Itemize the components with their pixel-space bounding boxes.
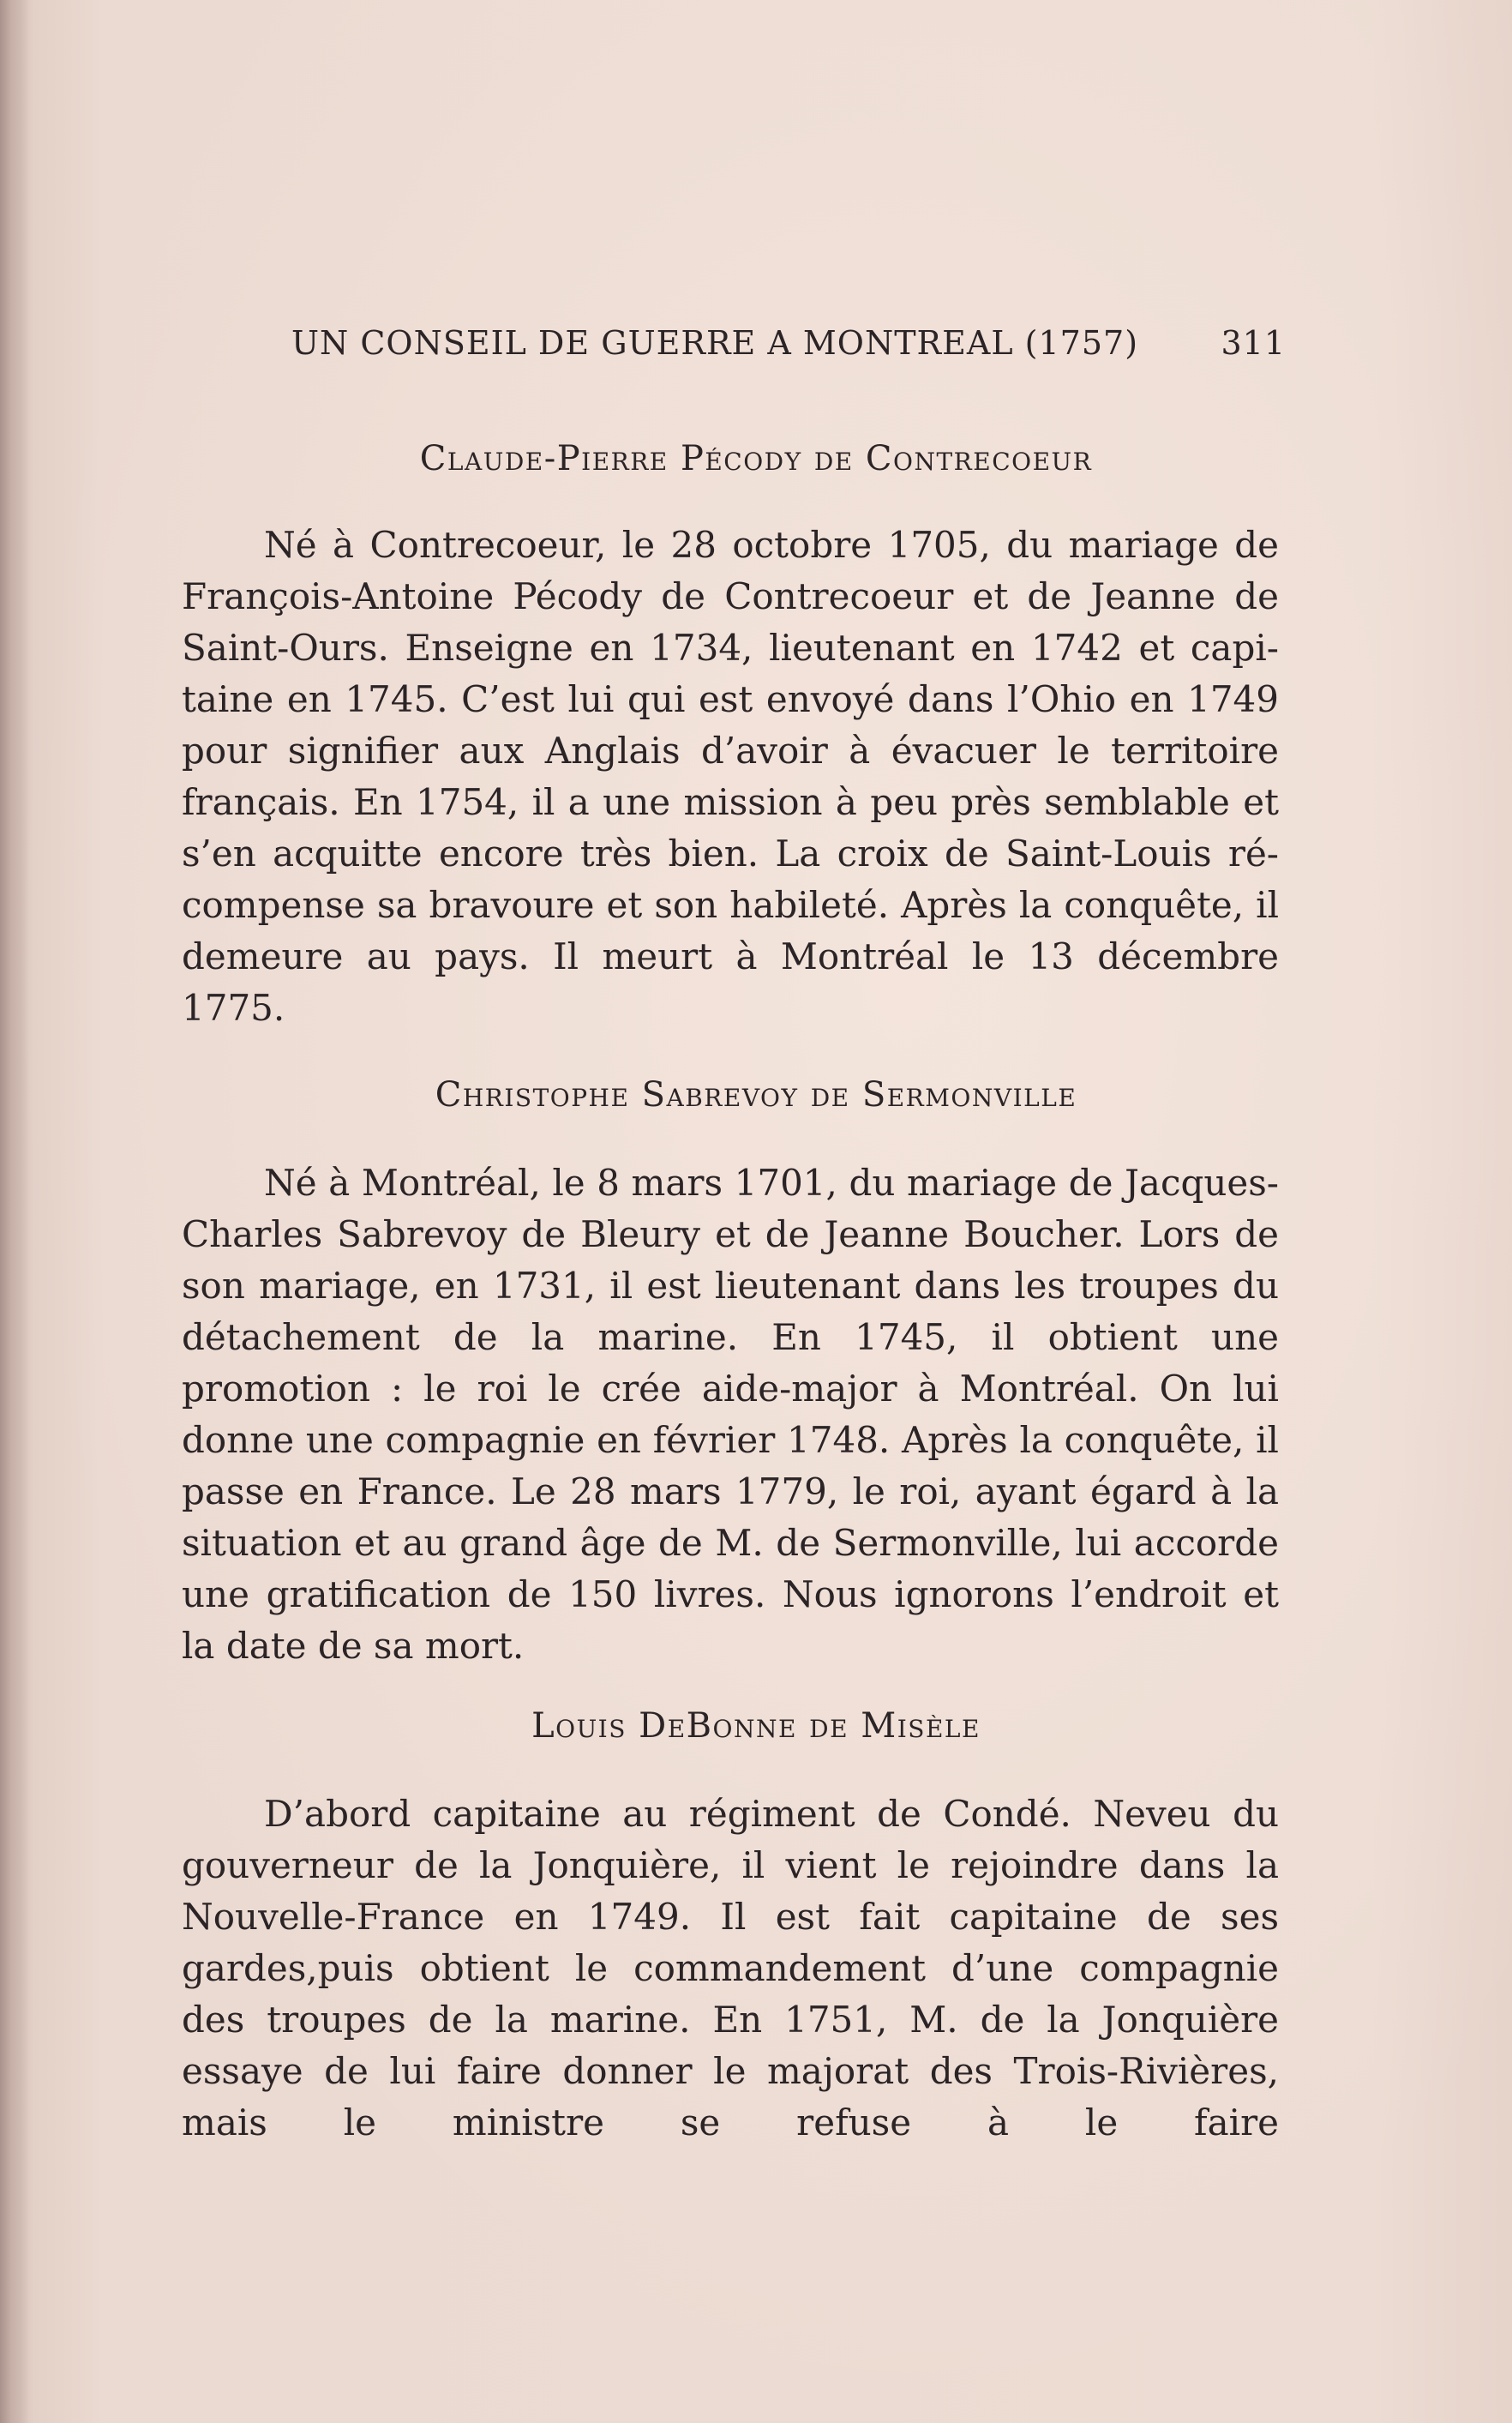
section-body-misele: D’abord capitaine au régiment de Condé. Neveu du gouverneur de la Jonquière, il vient le rejoindre dans la Nouvelle-France en 1749. Il est fait capitaine de ses gardes,puis obtient le commandement d’une compagnie des troupes de la marine. En 1751, M. de la Jonquière essaye de lui faire donner le majorat des Trois-Rivières, mais le ministre se refuse à le faire [182,1793,1279,2143]
running-header [291,324,1286,376]
section-body-contrecoeur: Né à Contrecoeur, le 28 octobre 1705, du mariage de François-Antoine Pécody de Contrecoeur et de Jeanne de Saint-Ours. Enseigne en 1734, lieutenant en 1742 et capitaine en 1745. C’est lui qui est envoyé dans l’Ohio en 1749 pour signifier aux Anglais d’avoir à évacuer le territoire français. En 1754, il a une mission à peu près semblable et s’en acquitte encore très bien. La croix de Saint-Louis récompense sa bravoure et son habileté. Après la conquête, il demeure au pays. Il meurt à Montréal le 13 décembre 1775. [182,524,1279,1029]
section-heading-contrecoeur: Claude-Pierre Pécody de Contrecoeur [419,439,1093,478]
page-gutter-shadow [0,0,29,2423]
running-title: UN CONSEIL DE GUERRE A MONTREAL (1757) [291,324,1139,362]
page-number: 311 [1221,324,1286,362]
section-heading-misele: Louis DeBonne de Misèle [531,1706,981,1746]
section-heading-sermonville: Christophe Sabrevoy de Sermonville [435,1075,1077,1115]
section-body-sermonville: Né à Montréal, le 8 mars 1701, du mariage de Jacques-Charles Sabrevoy de Bleury et de Jeanne Boucher. Lors de son mariage, en 1731, il est lieutenant dans les troupes du détachement de la marine. En 1745, il obtient une promotion : le roi le crée aide-major à Montréal. On lui donne une compagnie en février 1748. Après la conquête, il passe en France. Le 28 mars 1779, le roi, ayant égard à la situation et au grand âge de M. de Sermonville, lui accorde une gratification de 150 livres. Nous ignorons l’endroit et la date de sa mort. [182,1162,1279,1667]
